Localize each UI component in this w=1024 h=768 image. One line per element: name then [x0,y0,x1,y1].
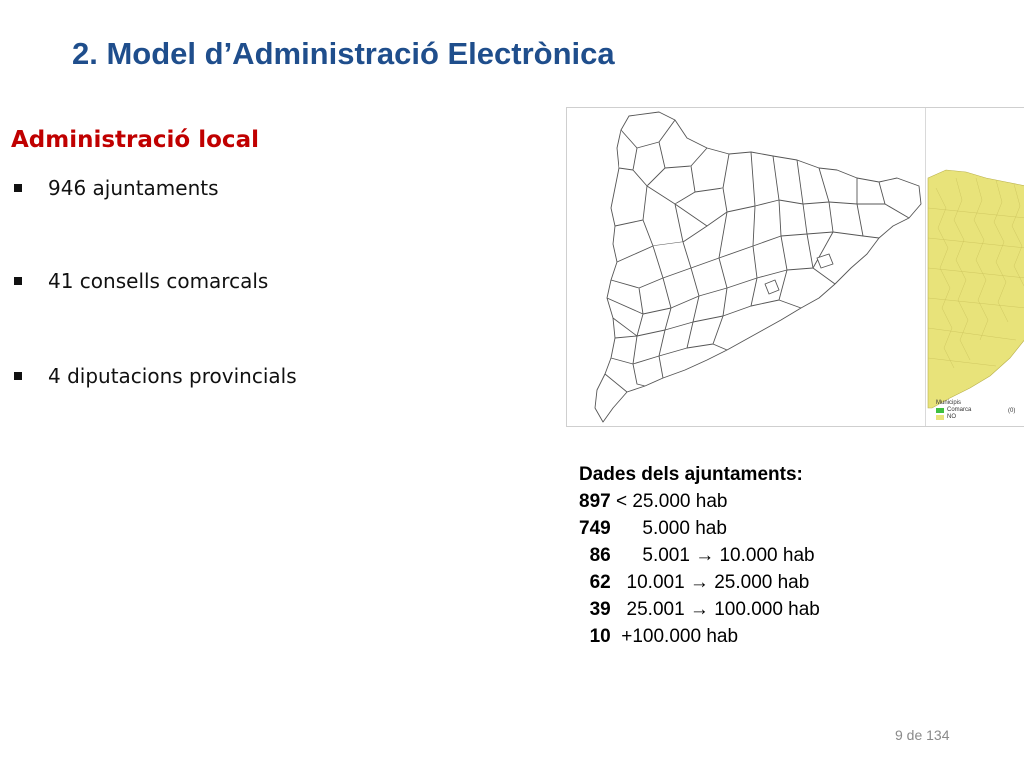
stats-count: 86 [589,545,611,566]
comarques-map [567,108,923,426]
stats-range: 5.001 → 10.000 hab [610,545,815,566]
stats-row [579,542,820,569]
page-number: 9 de 134 [895,727,950,743]
stats-indent [579,572,590,593]
stats-range: 10.001 → 25.000 hab [610,572,810,593]
square-bullet-icon [14,277,22,285]
municipalities-map-svg [926,108,1024,426]
stats-heading: Dades dels ajuntaments: [579,464,803,485]
stats-range: < 25.000 hab [610,491,728,512]
slide-title: 2. Model d’Administració Electrònica [72,36,615,71]
bullet-item [14,176,219,200]
stats-row [579,596,820,623]
stats-count: 897 [579,491,611,512]
stats-row [579,623,820,650]
stats-row [579,515,820,542]
bullet-item [14,269,268,293]
municipality-stats [579,461,820,650]
stats-count: 39 [589,599,611,620]
stats-indent [579,599,590,620]
section-subtitle: Administració local [11,127,259,153]
square-bullet-icon [14,372,22,380]
stats-indent [579,545,590,566]
stats-range: 25.001 → 100.000 hab [610,599,820,620]
stats-count: 749 [579,518,611,539]
stats-count: 10 [589,626,611,647]
stats-range: 5.000 hab [610,518,727,539]
stats-range: +100.000 hab [610,626,739,647]
municipalities-map [925,108,1024,426]
legend-title: Municipis [936,400,962,406]
legend-swatch-yellow [936,415,944,420]
legend-swatch-green [936,408,944,413]
legend-count: (0) [1008,408,1016,414]
bullet-item [14,364,297,388]
catalonia-map-image [566,107,1024,427]
stats-row [579,569,820,596]
square-bullet-icon [14,184,22,192]
stats-count: 62 [589,572,611,593]
stats-row [579,488,820,515]
bullet-text: 4 diputacions provincials [48,364,297,388]
bullet-text: 946 ajuntaments [48,176,219,200]
legend-label: Comarca [947,407,972,413]
bullet-text: 41 consells comarcals [48,269,269,293]
stats-indent [579,626,590,647]
legend-label: NO [947,414,956,420]
